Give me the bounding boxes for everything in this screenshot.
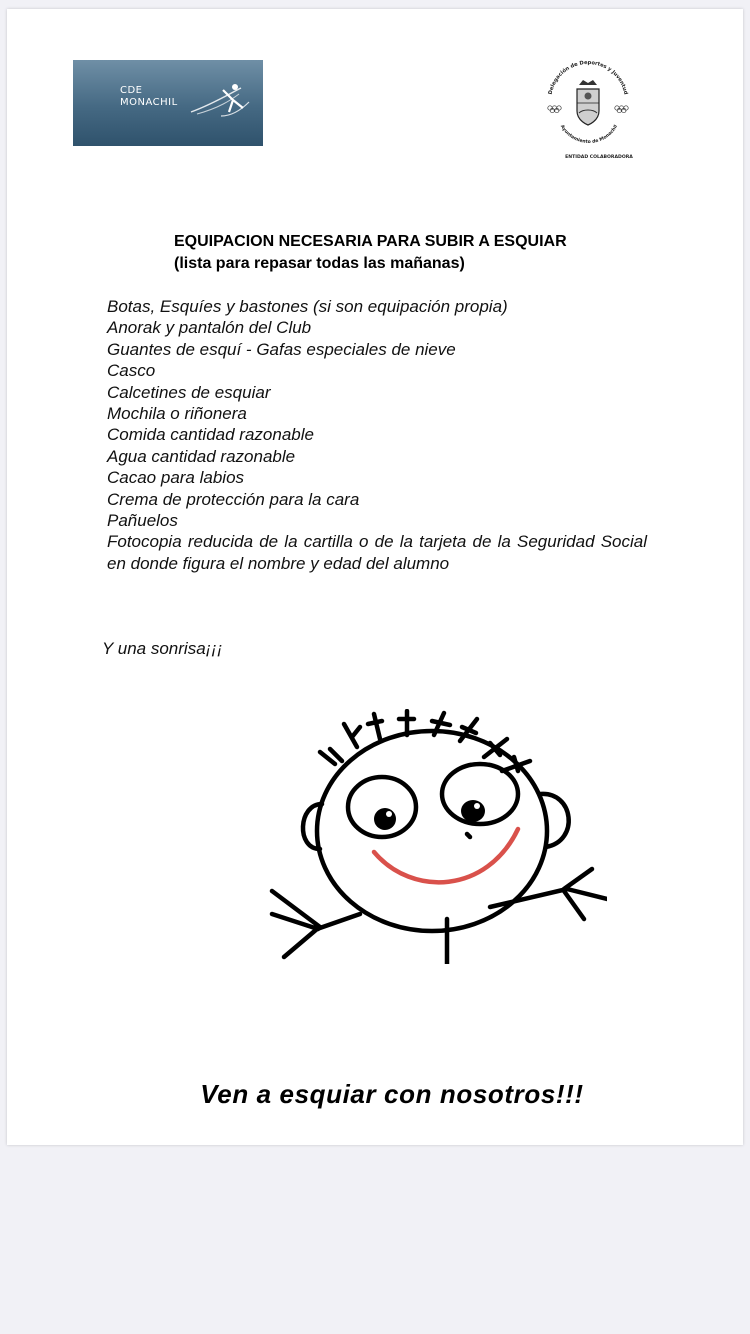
logo-line-2: MONACHIL [120, 97, 178, 108]
ayuntamiento-seal [533, 49, 643, 159]
svg-text:Ayuntamiento de Monachil [559, 124, 619, 145]
seal-caption: ENTIDAD COLABORADORA [565, 155, 633, 159]
list-item: Anorak y pantalón del Club [107, 318, 312, 338]
list-item: Calcetines de esquiar [107, 382, 271, 402]
olympic-rings-left-icon [548, 106, 561, 113]
seal-arc-text: Delegación de Deportes y Juventud [547, 59, 629, 96]
list-item: Fotocopia reducida de la cartilla o de la tarjeta de la Seguridad Social en donde figura el nombre y edad del alumno [107, 532, 647, 573]
list-item: Comida cantidad razonable [107, 425, 314, 445]
list-item: Crema de protección para la cara [107, 489, 360, 509]
cde-monachil-logo [73, 60, 263, 146]
title-line-2: (lista para repasar todas las mañanas) [174, 255, 465, 272]
list-item: Cacao para labios [107, 468, 245, 488]
list-item: Casco [107, 361, 156, 381]
equipment-list [107, 296, 647, 574]
slogan: Ven a esquiar con nosotros!!! [200, 1079, 584, 1109]
smile-text: Y una sonrisa¡¡¡ [102, 639, 223, 658]
seal-bottom-arc-text: Ayuntamiento de Monachil [558, 124, 620, 146]
list-item: Agua cantidad razonable [107, 446, 296, 466]
olympic-rings-right-icon [615, 106, 628, 113]
list-item: Botas, Esquíes y bastones (si son equipación propia) [107, 297, 508, 316]
page-title [174, 231, 567, 275]
logo-line-1: CDE [120, 85, 143, 96]
crest-icon [577, 80, 599, 125]
list-item: Guantes de esquí - Gafas especiales de nieve [107, 339, 456, 359]
title-line-1: EQUIPACION NECESARIA PARA SUBIR A ESQUIAR [174, 233, 567, 250]
smiley-drawing-icon [262, 709, 607, 964]
list-item: Mochila o riñonera [107, 404, 247, 424]
list-item: Pañuelos [107, 511, 178, 531]
document-page [7, 9, 743, 1145]
